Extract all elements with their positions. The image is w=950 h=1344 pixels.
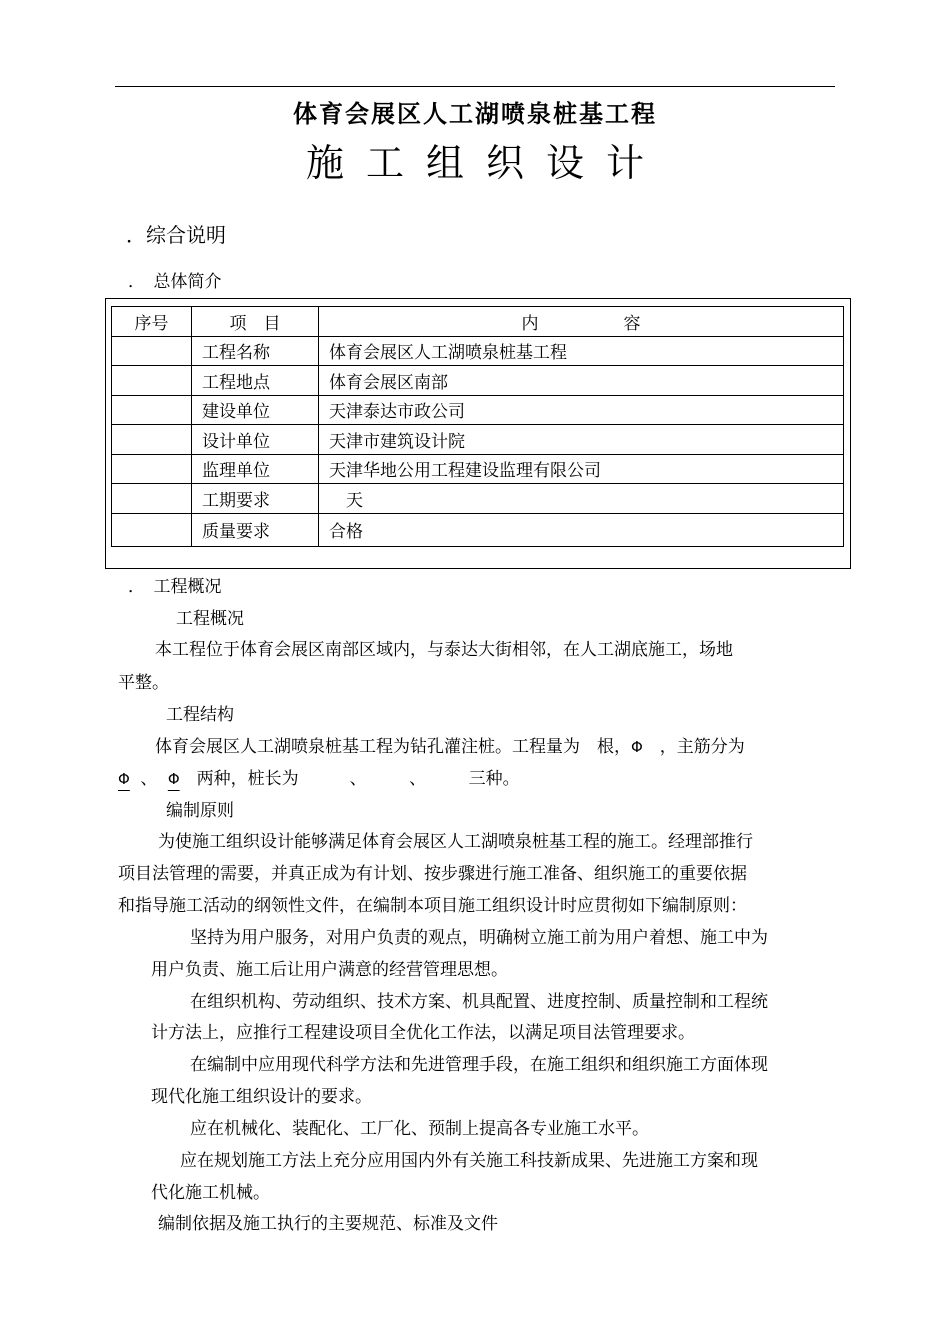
principle-line: 应在规划施工方法上充分应用国内外有关施工科技新成果、先进施工方案和现 bbox=[180, 1151, 758, 1171]
section-heading-general: ． 总体简介 bbox=[128, 272, 222, 292]
paragraph-line bbox=[118, 768, 520, 790]
paragraph-line: 本工程位于体育会展区南部区域内，与泰达大街相邻，在人工湖底施工，场地 bbox=[155, 640, 733, 660]
table-header-row bbox=[112, 307, 844, 337]
paragraph-text: 、 bbox=[140, 769, 158, 789]
cell-content: 天津市建筑设计院 bbox=[319, 425, 844, 455]
principle-line: 坚持为用户服务，对用户负责的观点，明确树立施工前为用户着想、施工中为 bbox=[190, 928, 768, 948]
subheading-basis: 编制依据及施工执行的主要规范、标准及文件 bbox=[158, 1214, 498, 1234]
cell-content: 天津泰达市政公司 bbox=[319, 395, 844, 425]
cell-item: 设计单位 bbox=[192, 425, 319, 455]
paragraph-text: ，主筋分为 bbox=[642, 737, 745, 757]
principle-line: 用户负责、施工后让用户满意的经营管理思想。 bbox=[151, 960, 508, 980]
cell-no bbox=[112, 513, 192, 546]
table-row bbox=[112, 395, 844, 425]
cell-content: 天津华地公用工程建设监理有限公司 bbox=[319, 454, 844, 484]
phi-symbol: Φ bbox=[167, 770, 180, 788]
cell-content: 体育会展区人工湖喷泉桩基工程 bbox=[319, 336, 844, 366]
table-row bbox=[112, 425, 844, 455]
subheading-structure: 工程结构 bbox=[166, 705, 234, 725]
project-title: 体育会展区人工湖喷泉桩基工程 bbox=[293, 100, 657, 128]
paragraph-line: 为使施工组织设计能够满足体育会展区人工湖喷泉桩基工程的施工。经理部推行 bbox=[158, 832, 753, 852]
cell-content: 合格 bbox=[319, 513, 844, 546]
principle-line: 在编制中应用现代科学方法和先进管理手段，在施工组织和组织施工方面体现 bbox=[190, 1055, 768, 1075]
principle-line: 在组织机构、劳动组织、技术方案、机具配置、进度控制、质量控制和工程统 bbox=[190, 992, 768, 1012]
section-heading-overview: ．综合说明 bbox=[126, 223, 226, 247]
header-content: 内 容 bbox=[319, 307, 844, 337]
subheading-situation: 工程概况 bbox=[176, 609, 244, 629]
cell-no bbox=[112, 484, 192, 514]
paragraph-line: 和指导施工活动的纲领性文件，在编制本项目施工组织设计时应贯彻如下编制原则： bbox=[118, 896, 747, 916]
paragraph-text: 两种，桩长为 、 、 三种。 bbox=[179, 769, 520, 789]
top-rule bbox=[115, 86, 835, 87]
principle-line: 计方法上，应推行工程建设项目全优化工作法，以满足项目法管理要求。 bbox=[151, 1023, 695, 1043]
section-heading-situation: ． 工程概况 bbox=[128, 577, 222, 597]
cell-item: 工程名称 bbox=[192, 336, 319, 366]
header-no: 序号 bbox=[112, 307, 192, 337]
table-row bbox=[112, 513, 844, 546]
document-title: 施工组织设计 bbox=[305, 141, 666, 185]
cell-no bbox=[112, 454, 192, 484]
project-info-table bbox=[111, 306, 844, 547]
table-row bbox=[112, 366, 844, 396]
table-row bbox=[112, 454, 844, 484]
header-item: 项 目 bbox=[192, 307, 319, 337]
cell-item: 建设单位 bbox=[192, 395, 319, 425]
principle-line: 现代化施工组织设计的要求。 bbox=[151, 1087, 372, 1107]
principle-line: 代化施工机械。 bbox=[151, 1183, 270, 1203]
paragraph-line: 平整。 bbox=[118, 673, 169, 693]
cell-no bbox=[112, 395, 192, 425]
cell-item: 质量要求 bbox=[192, 513, 319, 546]
paragraph-line: 项目法管理的需要，并真正成为有计划、按步骤进行施工准备、组织施工的重要依据 bbox=[118, 864, 747, 884]
cell-no bbox=[112, 336, 192, 366]
cell-item: 工期要求 bbox=[192, 484, 319, 514]
phi-symbol: Φ bbox=[118, 770, 130, 788]
table-row bbox=[112, 484, 844, 514]
paragraph-text: 体育会展区人工湖喷泉桩基工程为钻孔灌注桩。工程量为 根， bbox=[155, 737, 631, 757]
cell-content: 天 bbox=[319, 484, 844, 514]
subheading-principles: 编制原则 bbox=[166, 801, 234, 821]
table-row bbox=[112, 336, 844, 366]
phi-symbol: Φ bbox=[631, 738, 643, 756]
cell-no bbox=[112, 425, 192, 455]
cell-no bbox=[112, 366, 192, 396]
cell-item: 工程地点 bbox=[192, 366, 319, 396]
cell-content: 体育会展区南部 bbox=[319, 366, 844, 396]
principle-line: 应在机械化、装配化、工厂化、预制上提高各专业施工水平。 bbox=[190, 1119, 649, 1139]
paragraph-line bbox=[155, 736, 745, 758]
cell-item: 监理单位 bbox=[192, 454, 319, 484]
